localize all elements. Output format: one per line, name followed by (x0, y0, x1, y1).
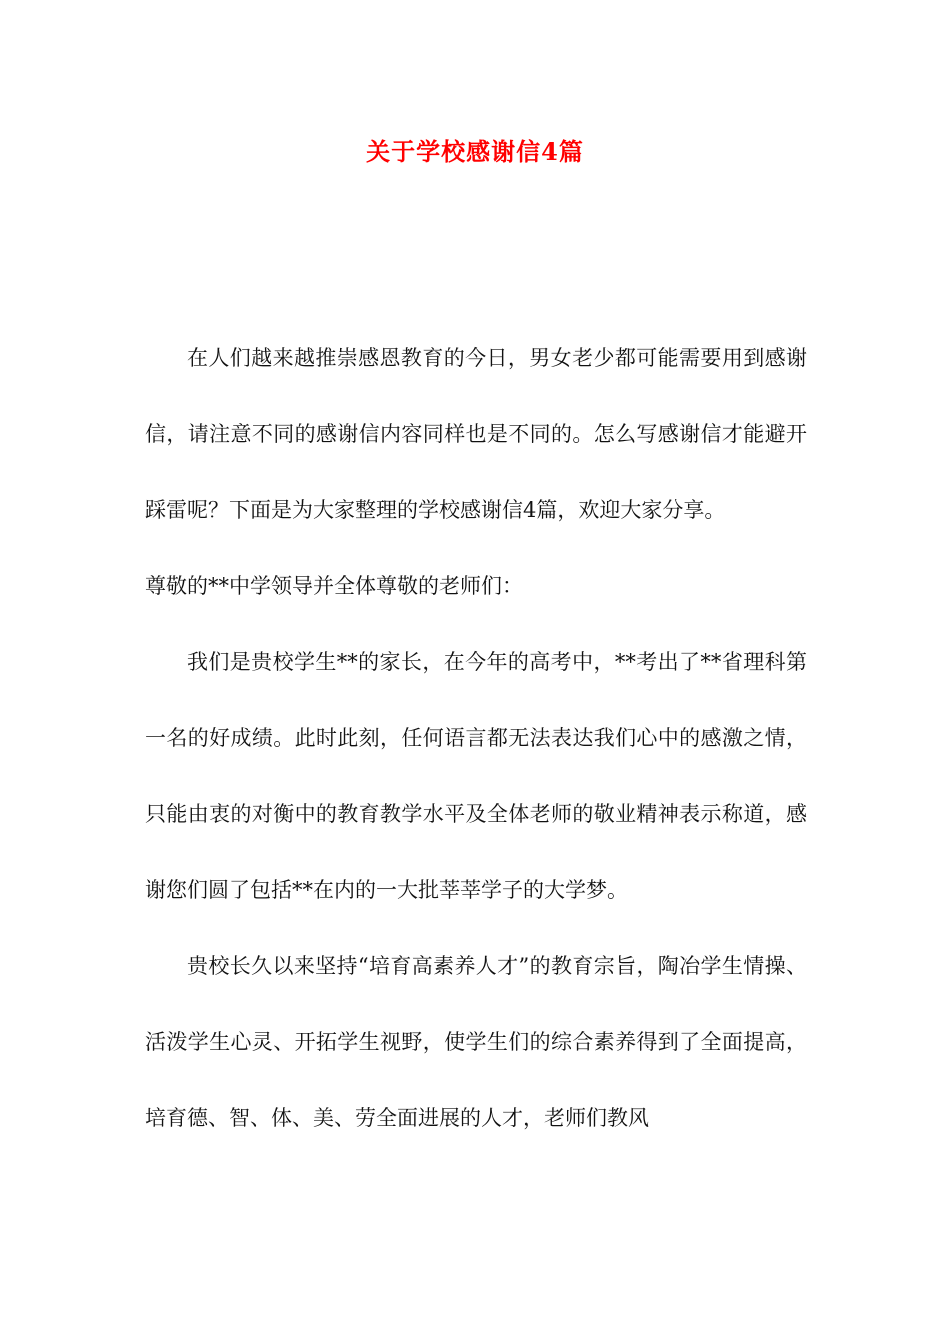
paragraph-school-praise: 贵校长久以来坚持“培育高素养人才”的教育宗旨，陶冶学生情操、活泼学生心灵、开拓学生视野，使学生们的综合素养得到了全面提高，培育德、智、体、美、劳全面进展的人才，老师们教风 (145, 954, 807, 1130)
paragraph-salutation: 尊敬的**中学领导并全体尊敬的老师们： (145, 574, 523, 598)
paragraph-gratitude: 我们是贵校学生**的家长，在今年的高考中，**考出了**省理科第一名的好成绩。此时此刻，任何语言都无法表达我们心中的感激之情，只能由衷的对衡中的教育教学水平及全体老师的敬业精神表示称道，感谢您们圆了包括**在内的一大批莘莘学子的大学梦。 (145, 650, 807, 902)
document-title: 关于学校感谢信4篇 (366, 137, 584, 166)
paragraph-intro: 在人们越来越推崇感恩教育的今日，男女老少都可能需要用到感谢信，请注意不同的感谢信内容同样也是不同的。怎么写感谢信才能避开踩雷呢？下面是为大家整理的学校感谢信4篇，欢迎大家分享。 (145, 346, 807, 522)
document-body (145, 320, 807, 1156)
